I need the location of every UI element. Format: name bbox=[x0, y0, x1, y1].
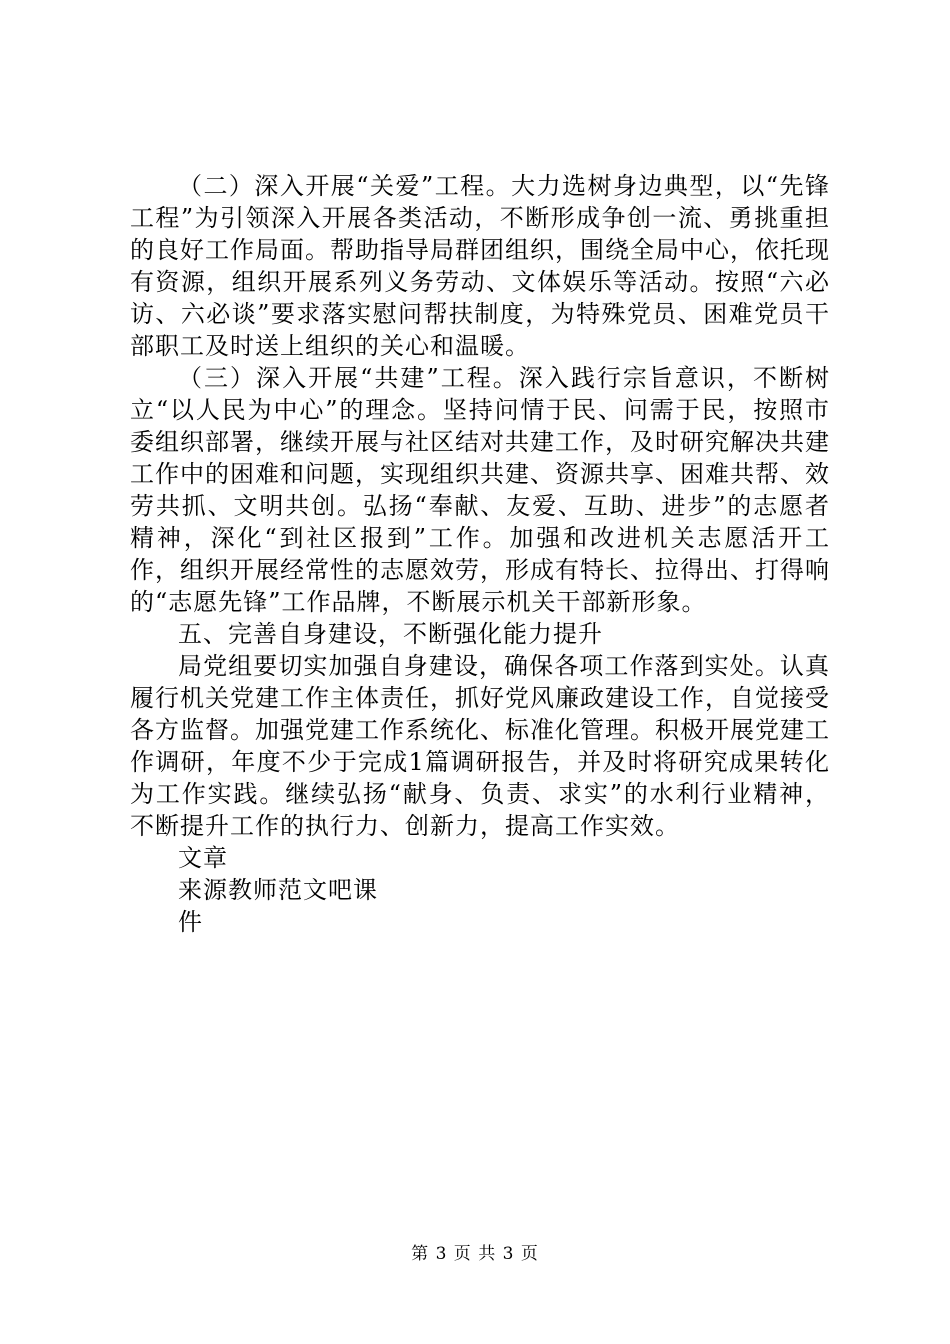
source-line-2: 来源教师范文吧课 bbox=[178, 876, 378, 904]
paragraph-self-construction: 局党组要切实加强自身建设，确保各项工作落到实处。认真履行机关党建工作主体责任，抓好党风廉政建设工作，自觉接受各方监督。加强党建工作系统化、标准化管理。积极开展党建工作调研，年度不少于完成1篇调研报告，并及时将研究成果转化为工作实践。继续弘扬“献身、负责、求实”的水利行业精神，不断提升工作的执行力、创新力，提高工作实效。 bbox=[130, 652, 830, 840]
paragraph-caring-project: （二）深入开展“关爱”工程。大力选树身边典型，以“先锋工程”为引领深入开展各类活动，不断形成争创一流、勇挑重担的良好工作局面。帮助指导局群团组织，围绕全局中心，依托现有资源，组织开展系列义务劳动、文体娱乐等活动。按照“六必访、六必谈”要求落实慰问帮扶制度，为特殊党员、困难党员干部职工及时送上组织的关心和温暖。 bbox=[130, 172, 830, 360]
source-line-3: 件 bbox=[178, 908, 203, 936]
page-footer bbox=[0, 1242, 950, 1266]
paragraph-co-building-project: （三）深入开展“共建”工程。深入践行宗旨意识，不断树立“以人民为中心”的理念。坚持问情于民、问需于民，按照市委组织部署，继续开展与社区结对共建工作，及时研究解决共建工作中的困难和问题，实现组织共建、资源共享、困难共帮、效劳共抓、文明共创。弘扬“奉献、友爱、互助、进步”的志愿者精神，深化“到社区报到”工作。加强和改进机关志愿活开工作，组织开展经常性的志愿效劳，形成有特长、拉得出、打得响的“志愿先锋”工作品牌，不断展示机关干部新形象。 bbox=[130, 364, 830, 616]
section-heading: 五、完善自身建设，不断强化能力提升 bbox=[178, 620, 603, 648]
page-number-label: 第 3 页 共 3 页 bbox=[411, 1244, 539, 1264]
document-body bbox=[130, 170, 830, 938]
source-line-1: 文章 bbox=[178, 844, 228, 872]
